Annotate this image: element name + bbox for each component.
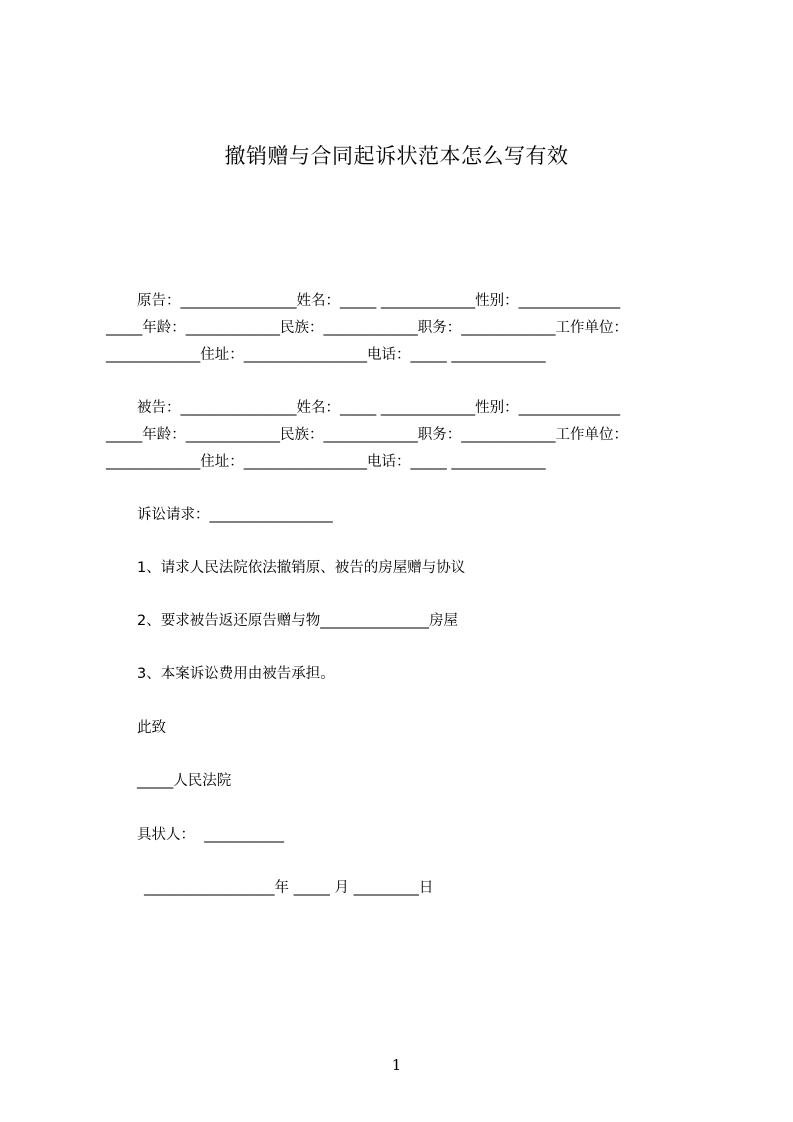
closing-salutation: 此致 (137, 720, 166, 736)
plaintiff-line-1: 原告：________________姓名：_____ _____________性别：______________ (137, 293, 621, 309)
plaintiff-line-3: _____________住址：_________________电话：_____ _____________ (106, 347, 546, 363)
claims-label: 诉讼请求：_________________ (137, 507, 333, 523)
defendant-line-1: 被告：________________姓名：_____ _____________性别：______________ (137, 400, 621, 416)
plaintiff-line-2: _____年龄：_____________民族：_____________职务：_____________工作单位： (106, 320, 628, 336)
page-number: 1 (391, 1056, 402, 1074)
defendant-line-3: _____________住址：_________________电话：_____ _____________ (106, 454, 546, 470)
claim-item-2: 2、要求被告返还原告赠与物_______________房屋 (137, 613, 458, 629)
court-name: _____人民法院 (137, 773, 232, 789)
date-line: __________________年 _____ 月 _________日 (144, 880, 434, 896)
document-title: 撤销赠与合同起诉状范本怎么写有效 (224, 144, 569, 168)
signer-line: 具状人： ___________ (137, 827, 284, 843)
claim-item-1: 1、请求人民法院依法撤销原、被告的房屋赠与协议 (137, 560, 466, 576)
defendant-line-2: _____年龄：_____________民族：_____________职务：_____________工作单位： (106, 427, 628, 443)
claim-item-3: 3、本案诉讼费用由被告承担。 (137, 666, 335, 682)
